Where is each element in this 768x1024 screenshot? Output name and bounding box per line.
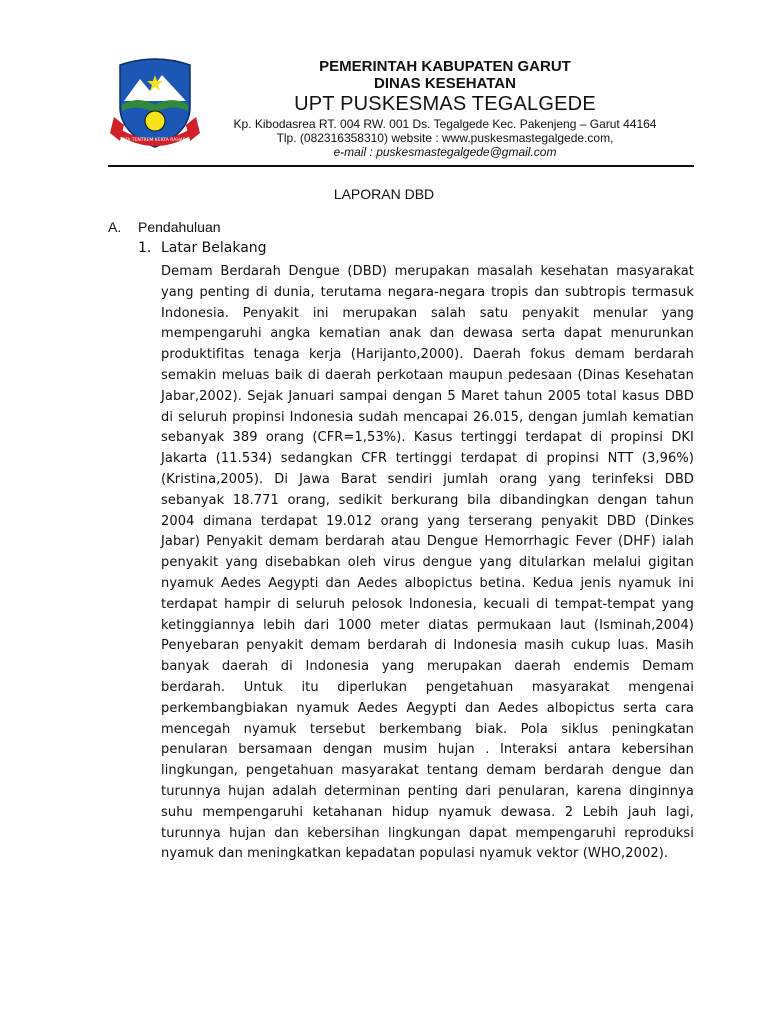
letterhead-contact: Tlp. (082316358310) website : www.puskesmastegalgede.com,: [276, 131, 614, 145]
document-title: LAPORAN DBD: [333, 186, 435, 202]
letterhead-email: e-mail : puskesmastegalgede@gmail.com: [333, 145, 557, 159]
section-letter: A.: [108, 219, 122, 235]
garut-regency-logo: [110, 55, 200, 155]
subsection-heading: [138, 240, 267, 256]
letterhead-divider: [108, 165, 694, 167]
letterhead-government: PEMERINTAH KABUPATEN GARUT: [319, 58, 571, 75]
letterhead: [200, 58, 690, 159]
logo-motto: TATA TENTREM KERTA RAHARJA: [119, 138, 191, 143]
letterhead-department: DINAS KESEHATAN: [374, 75, 516, 92]
letterhead-institution: UPT PUSKESMAS TEGALGEDE: [294, 93, 596, 115]
letterhead-address: Kp. Kibodasrea RT. 004 RW. 001 Ds. Tegalgede Kec. Pakenjeng – Garut 44164: [233, 117, 657, 131]
subsection-title: Latar Belakang: [161, 240, 267, 256]
section-title: Pendahuluan: [138, 219, 221, 235]
subsection-number: 1.: [138, 240, 152, 256]
section-heading: [108, 219, 221, 235]
body-paragraph: Demam Berdarah Dengue (DBD) merupakan masalah kesehatan masyarakat yang penting di dunia, terutama negara-negara tropis dan subtropis termasuk Indonesia. Penyakit ini merupakan salah satu penyakit menular yang mempengaruhi angka kematian anak dan dewasa serta dapat menurunkan produktifitas tenaga kerja (Harijanto,2000). Daerah fokus demam berdarah semakin meluas baik di daerah perkotaan maupun pedesaan (Dinas Kesehatan Jabar,2002). Sejak Januari sampai dengan 5 Maret tahun 2005 total kasus DBD di seluruh propinsi Indonesia sudah mencapai 26.015, dengan jumlah kematian sebanyak 389 orang (CFR=1,53%). Kasus tertinggi terdapat di propinsi DKI Jakarta (11.534) sedangkan CFR tertinggi terdapat di propinsi NTT (3,96%) (Kristina,2005). Di Jawa Barat sendiri jumlah orang yang terinfeksi DBD sebanyak 18.771 orang, sedikit berkurang bila dibandingkan dengan tahun 2004 dimana terdapat 19.012 orang yang terserang penyakit DBD (Dinkes Jabar) Penyakit demam berdarah atau Dengue Hemorrhagic Fever (DHF) ialah penyakit yang disebabkan oleh virus dengue yang ditularkan melalui gigitan nyamuk Aedes Aegypti dan Aedes albopictus betina. Kedua jenis nyamuk ini terdapat hampir di seluruh pelosok Indonesia, kecuali di tempat-tempat yang ketinggiannya lebih dari 1000 meter diatas permukaan laut (Isminah,2004) Penyebaran penyakit demam berdarah di Indonesia masih cukup luas. Masih banyak daerah di Indonesia yang merupakan daerah endemis Demam berdarah. Untuk itu diperlukan pengetahuan masyarakat mengenai perkembangbiakan nyamuk Aedes Aegypti dan Aedes albopictus serta cara mencegah nyamuk tersebut berkembang biak. Pola siklus peningkatan penularan bersamaan dengan musim hujan . Interaksi antara kebersihan lingkungan, pengetahuan masyarakat tentang demam berdarah dengue dan turunnya hujan adalah determinan penting dari penularan, karena dinginnya suhu mempengaruhi ketahanan hidup nyamuk dewasa. 2 Lebih jauh lagi, turunnya hujan dan kebersihan lingkungan dapat mempengaruhi reproduksi nyamuk dan meningkatkan kepadatan populasi nyamuk vektor (WHO,2002).: [161, 264, 694, 862]
